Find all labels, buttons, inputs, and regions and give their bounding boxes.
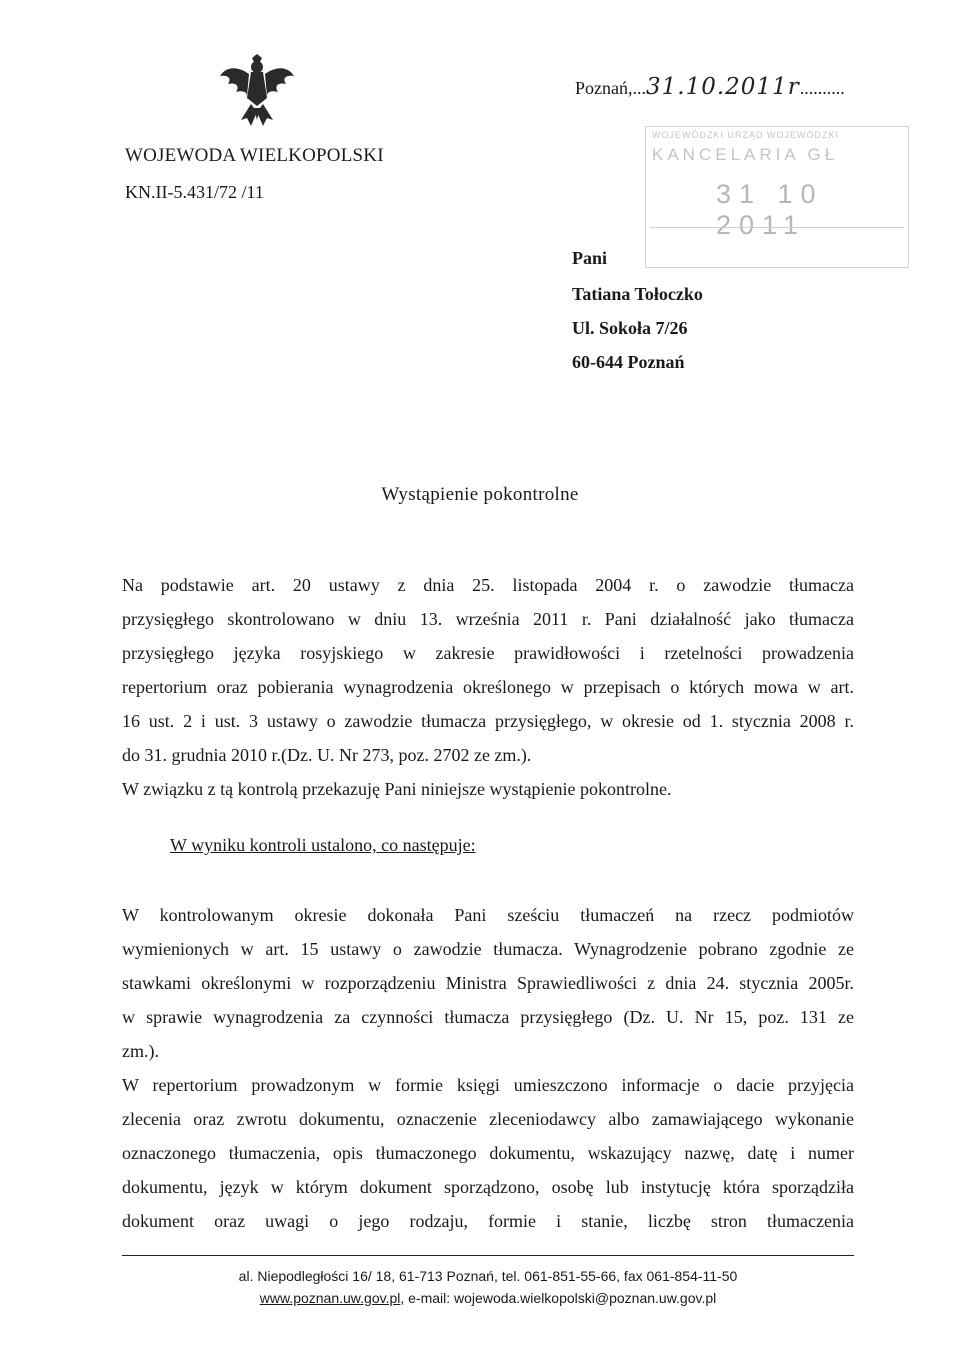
- findings-line: zlecenia oraz zwrotu dokumentu, oznaczenie zleceniodawcy albo zamawiającego wykonanie: [122, 1109, 854, 1129]
- intro-line: do 31. grudnia 2010 r.(Dz. U. Nr 273, poz. 2702 ze zm.).: [122, 745, 532, 765]
- received-stamp: [645, 126, 909, 268]
- intro-line: przysięgłego języka rosyjskiego w zakresie prawidłowości i rzetelności prowadzenia: [122, 643, 854, 663]
- document-body: [122, 568, 854, 1238]
- findings-heading: W wyniku kontroli ustalono, co następuje:: [170, 835, 476, 855]
- stamp-divider: [650, 227, 904, 228]
- place-date-line: [575, 74, 845, 100]
- footer-contact: [122, 1290, 854, 1306]
- intro-line: W związku z tą kontrolą przekazuję Pani niniejsze wystąpienie pokontrolne.: [122, 779, 672, 799]
- recipient-city: 60-644 Poznań: [572, 352, 685, 372]
- findings-line: wymienionych w art. 15 ustawy o zawodzie tłumacza. Wynagrodzenie pobrano zgodnie ze: [122, 939, 854, 959]
- issuing-office: WOJEWODA WIELKOPOLSKI: [125, 145, 384, 166]
- findings-line: oznaczonego tłumaczenia, opis tłumaczonego dokumentu, wskazujący nazwę, datę i numer: [122, 1143, 854, 1163]
- footer-divider: [122, 1255, 854, 1256]
- place-label: Poznań,...: [575, 78, 646, 98]
- stamp-date: 31 10 2011: [716, 179, 824, 240]
- eagle-emblem-icon: [216, 48, 298, 134]
- document-title: Wystąpienie pokontrolne: [381, 484, 579, 505]
- recipient-street: Ul. Sokoła 7/26: [572, 318, 688, 338]
- footer-website-link[interactable]: www.poznan.uw.gov.pl: [259, 1290, 401, 1306]
- findings-line: W repertorium prowadzonym w formie księgi umieszczono informacje o dacie przyjęcia: [122, 1075, 854, 1095]
- handwritten-date: 31.10.2011r: [646, 74, 800, 100]
- intro-line: repertorium oraz pobierania wynagrodzenia określonego w przepisach o których mowa w art.: [122, 677, 854, 697]
- footer-address: al. Niepodległości 16/ 18, 61-713 Poznań, tel. 061-851-55-66, fax 061-854-11-50: [238, 1268, 738, 1284]
- recipient-name: Tatiana Tołoczko: [572, 284, 703, 304]
- findings-line: w sprawie wynagrodzenia za czynności tłumacza przysięgłego (Dz. U. Nr 15, poz. 131 ze: [122, 1007, 854, 1027]
- intro-line: przysięgłego skontrolowano w dniu 13. września 2011 r. Pani działalność jako tłumacza: [122, 609, 854, 629]
- intro-line: 16 ust. 2 i ust. 3 ustawy o zawodzie tłumacza przysięgłego, w okresie od 1. stycznia 2008 r.: [122, 711, 854, 731]
- findings-line: dokument oraz uwagi o jego rodzaju, formie i stanie, liczbę stron tłumaczenia: [122, 1211, 854, 1231]
- reference-number: KN.II-5.431/72 /11: [125, 182, 264, 202]
- stamp-line-2: KANCELARIA GŁ: [652, 145, 839, 164]
- findings-line: zm.).: [122, 1041, 159, 1061]
- findings-line: stawkami określonymi w rozporządzeniu Ministra Sprawiedliwości z dnia 24. stycznia 2005r.: [122, 973, 854, 993]
- intro-line: Na podstawie art. 20 ustawy z dnia 25. listopada 2004 r. o zawodzie tłumacza: [122, 575, 854, 595]
- findings-line: dokumentu, język w którym dokument sporządzono, osobę lub instytucję która sporządziła: [122, 1177, 854, 1197]
- stamp-line-1: WOJEWÓDZKI URZĄD WOJEWÓDZKI: [652, 130, 839, 140]
- recipient-salutation: Pani: [572, 248, 608, 268]
- findings-line: W kontrolowanym okresie dokonała Pani sześciu tłumaczeń na rzecz podmiotów: [122, 905, 854, 925]
- footer-email: , e-mail: wojewoda.wielkopolski@poznan.uw.gov.pl: [400, 1290, 717, 1306]
- date-dots: ..........: [799, 78, 845, 98]
